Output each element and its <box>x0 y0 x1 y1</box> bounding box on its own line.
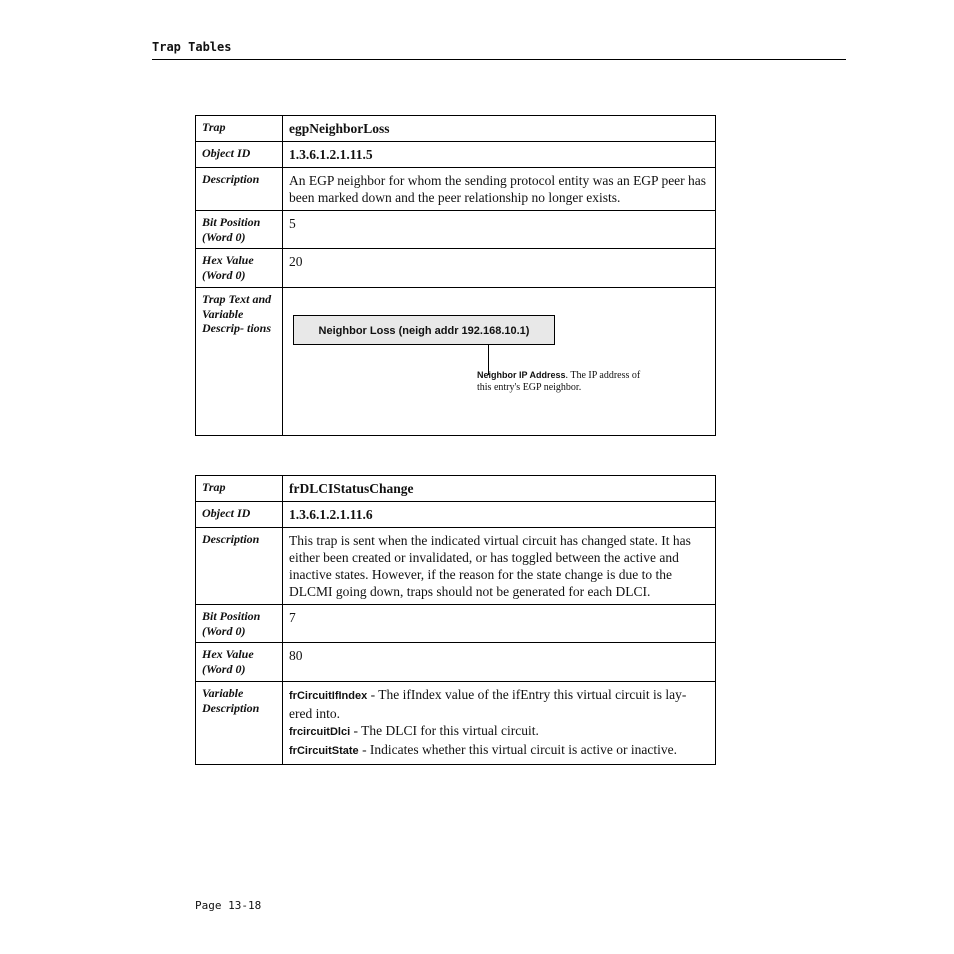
bit-position-label: Bit Position (Word 0) <box>196 211 283 249</box>
object-id-value: 1.3.6.1.2.1.11.6 <box>283 502 716 528</box>
variable-name: frCircuitIfIndex <box>289 690 368 702</box>
variable-entry <box>289 686 709 722</box>
trap-table-egp-neighbor-loss <box>195 115 716 436</box>
header-divider <box>152 59 846 60</box>
callout-keyword: Neighbor IP Address <box>477 370 566 380</box>
hex-value-value: 80 <box>283 643 716 682</box>
trap-name: frDLCIStatusChange <box>283 476 716 502</box>
hex-value-label: Hex Value (Word 0) <box>196 643 283 682</box>
page-header-title: Trap Tables <box>152 40 232 54</box>
description-value: An EGP neighbor for whom the sending protocol entity was an EGP peer has been marked down and the peer relationship no longer exists. <box>283 168 716 211</box>
variable-entry <box>289 722 709 741</box>
callout-text <box>477 370 652 393</box>
variable-text: - The DLCI for this virtual circuit. <box>350 723 539 738</box>
variable-name: frCircuitState <box>289 745 359 757</box>
description-value: This trap is sent when the indicated virtual circuit has changed state. It has either been created or invalidated, or has toggled between the active and inactive states. However, if the reason for the state change is due to the DLCMI going down, traps should not be generated for each DLCI. <box>283 528 716 605</box>
variable-text: - Indicates whether this virtual circuit is active or inactive. <box>358 742 677 757</box>
object-id-value: 1.3.6.1.2.1.11.5 <box>283 142 716 168</box>
trap-text-diagram <box>289 292 709 430</box>
trap-text-cell <box>283 288 716 436</box>
bit-position-value: 7 <box>283 605 716 643</box>
description-label: Description <box>196 528 283 605</box>
trap-label: Trap <box>196 476 283 502</box>
object-id-label: Object ID <box>196 502 283 528</box>
hex-value-value: 20 <box>283 249 716 288</box>
bit-position-value: 5 <box>283 211 716 249</box>
trap-table-fr-dlci-status-change <box>195 475 716 765</box>
bit-position-label: Bit Position (Word 0) <box>196 605 283 643</box>
trap-name: egpNeighborLoss <box>283 116 716 142</box>
description-label: Description <box>196 168 283 211</box>
object-id-label: Object ID <box>196 142 283 168</box>
variable-description-label: Variable Description <box>196 682 283 765</box>
variable-text: - The ifIndex value of the ifEntry this virtual circuit is lay- ered into. <box>289 687 687 721</box>
page-number: Page 13-18 <box>195 899 262 912</box>
trap-label: Trap <box>196 116 283 142</box>
trap-message-box: Neighbor Loss (neigh addr 192.168.10.1) <box>293 315 555 345</box>
hex-value-label: Hex Value (Word 0) <box>196 249 283 288</box>
callout-description: . The IP address of this entry's EGP neighbor. <box>477 370 641 393</box>
trap-text-label: Trap Text and Variable Descrip- tions <box>196 288 283 436</box>
variable-name: frcircuitDlci <box>289 726 351 738</box>
variable-entry <box>289 741 709 760</box>
variable-description-cell <box>283 682 716 765</box>
